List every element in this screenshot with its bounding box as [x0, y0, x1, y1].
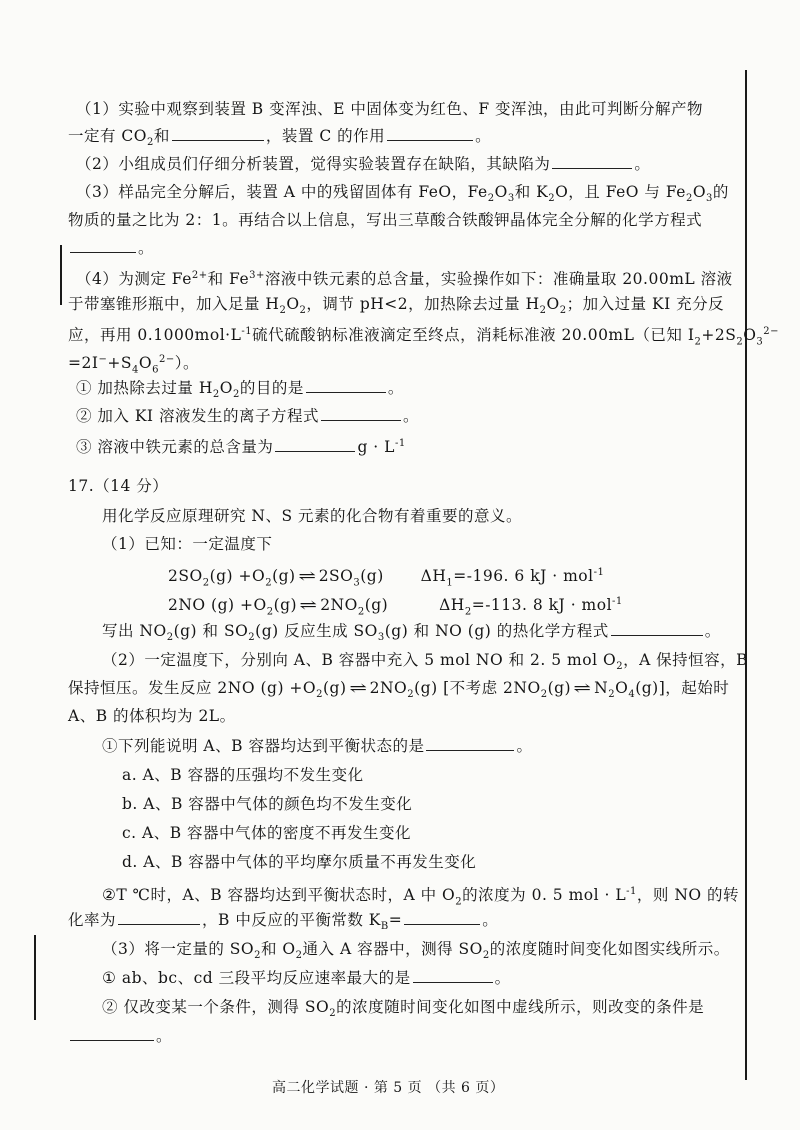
- q17-intro: 用化学反应原理研究 N、S 元素的化合物有着重要的意义。: [102, 507, 523, 525]
- q16-4-line2: 于带塞锥形瓶中，加入足量 $H_2O_2$，调节 pH<2，加热除去过量 $H_2O_2$；加入过量 KI 充分反: [68, 295, 725, 317]
- left-margin-mark-bottom: [34, 935, 36, 1020]
- option-d: d. A、B 容器中气体的平均摩尔质量不再发生变化: [122, 853, 477, 871]
- q16-4-line3: 应，再用 $0.1000mol\cdot L^{-1}$硫代硫酸钠标准液滴定至终点，消耗标准液 20.00mL（已知 $I_2+2S_2O_3^{2-}$: [68, 326, 780, 348]
- q17-part2-q2-line2: 化率为 ，B 中反应的平衡常数 $K_B=$ 。: [68, 911, 499, 933]
- equation-1: $2SO_2(g) +O_2(g)$ ⇌ $2SO_3(g)$ $\Delta H_1=-196$. 6 kJ · mol$^{-1}$: [168, 561, 604, 595]
- answer-blank[interactable]: [611, 621, 703, 636]
- option-b: b. A、B 容器中气体的颜色均不发生变化: [122, 795, 413, 813]
- q16-4-sub3: ③ 溶液中铁元素的总含量为 $g \cdot L^{-1}$: [76, 438, 406, 457]
- answer-blank[interactable]: [387, 126, 473, 141]
- q16-3-line1: （3）样品完全分解后，装置 A 中的残留固体有 FeO，$Fe_2O_3$和 $K_2O$，且 FeO 与 $Fe_2O_3$的: [76, 183, 729, 205]
- q17-part3: （3）将一定量的 $SO_2$和 $O_2$通入 A 容器中，测得 $SO_2$的浓度随时间变化如图实线所示。: [102, 940, 730, 962]
- answer-blank[interactable]: [552, 154, 632, 169]
- q16-1-line1: （1）实验中观察到装置 B 变浑浊、E 中固体变为红色、F 变浑浊，由此可判断分解产物: [76, 100, 704, 118]
- q17-part3-q2-line2: 。: [68, 1024, 172, 1048]
- q16-3-line3: 。: [68, 236, 154, 260]
- q17-part3-q1: ① ab、bc、cd 三段平均反应速率最大的是 。: [102, 969, 511, 987]
- q17-part2-q2-line1: ②T ℃时，A、B 容器均达到平衡状态时，A 中 $O_2$的浓度为 0. 5 mol · $L^{-1}$，则 NO 的转: [102, 886, 740, 908]
- q17-part2-line2: 保持恒压。发生反应 2NO $(g) +O_2(g)$ ⇌ $2NO_2(g)$ [不考虑 $2NO_2(g)$ ⇌ $N_2O_4(g)$]，起始时: [68, 676, 729, 707]
- equilibrium-arrow-icon: ⇌: [573, 679, 592, 697]
- equilibrium-arrow-icon: ⇌: [297, 567, 317, 586]
- option-a: a. A、B 容器的压强均不发生变化: [122, 766, 364, 784]
- equilibrium-arrow-icon: ⇌: [299, 596, 318, 615]
- answer-blank[interactable]: [321, 406, 401, 421]
- equation-2: 2NO $(g) +O_2(g)$ ⇌ $2NO_2(g)$ $\Delta H_2=-113$. 8 kJ · mol$^{-1}$: [168, 590, 623, 624]
- answer-blank[interactable]: [306, 378, 386, 393]
- q17-part2-q1: ①下列能说明 A、B 容器均达到平衡状态的是 。: [102, 737, 533, 755]
- q17-part2-line3: A、B 的体积均为 2L。: [68, 707, 236, 725]
- q16-4-line4: $=2I^-+S_4O_6^{2-}$）。: [68, 354, 199, 376]
- q16-4-sub1: ① 加热除去过量 $H_2O_2$的目的是 。: [76, 379, 404, 401]
- q17-part2-line1: （2）一定温度下，分别向 A、B 容器中充入 5 mol NO 和 2. 5 mol $O_2$，A 保持恒容，B: [102, 651, 749, 673]
- q16-4-line1: （4）为测定 $Fe^{2+}$和 $Fe^{3+}$溶液中铁元素的总含量，实验操作如下：准确量取 20.00mL 溶液: [76, 270, 733, 289]
- left-margin-mark-top: [60, 245, 62, 305]
- answer-blank[interactable]: [413, 968, 493, 983]
- page-footer: 高二化学试题 · 第 5 页 （共 6 页）: [272, 1080, 505, 1096]
- answer-blank[interactable]: [70, 1026, 154, 1041]
- q16-4-sub2: ② 加入 KI 溶液发生的离子方程式 。: [76, 407, 420, 425]
- q16-1-line2: 一定有 $CO_2$和 ，装置 C 的作用 。: [68, 127, 492, 149]
- answer-blank[interactable]: [426, 736, 514, 751]
- q17-part1-question: 写出 $NO_2(g)$ 和 $SO_2(g)$ 反应生成 $SO_3(g)$ 和 NO (g) 的热化学方程式 。: [102, 622, 721, 644]
- q17-heading: 17.（14 分）: [68, 477, 169, 495]
- option-c: c. A、B 容器中气体的密度不再发生变化: [122, 824, 412, 842]
- answer-blank[interactable]: [70, 238, 136, 253]
- answer-blank[interactable]: [275, 437, 355, 452]
- equilibrium-arrow-icon: ⇌: [348, 679, 368, 697]
- q16-2: （2）小组成员们仔细分析装置，觉得实验装置存在缺陷，其缺陷为 。: [76, 155, 651, 173]
- q17-part1: （1）已知：一定温度下: [102, 535, 273, 553]
- answer-blank[interactable]: [404, 910, 480, 925]
- answer-blank[interactable]: [172, 126, 264, 141]
- right-margin-rule: [745, 70, 747, 1080]
- q17-part3-q2: ② 仅改变某一个条件，测得 $SO_2$的浓度随时间变化如图中虚线所示，则改变的条件是: [102, 998, 705, 1020]
- answer-blank[interactable]: [118, 910, 200, 925]
- q16-3-line2: 物质的量之比为 2：1。再结合以上信息，写出三草酸合铁酸钾晶体完全分解的化学方程式: [68, 211, 703, 229]
